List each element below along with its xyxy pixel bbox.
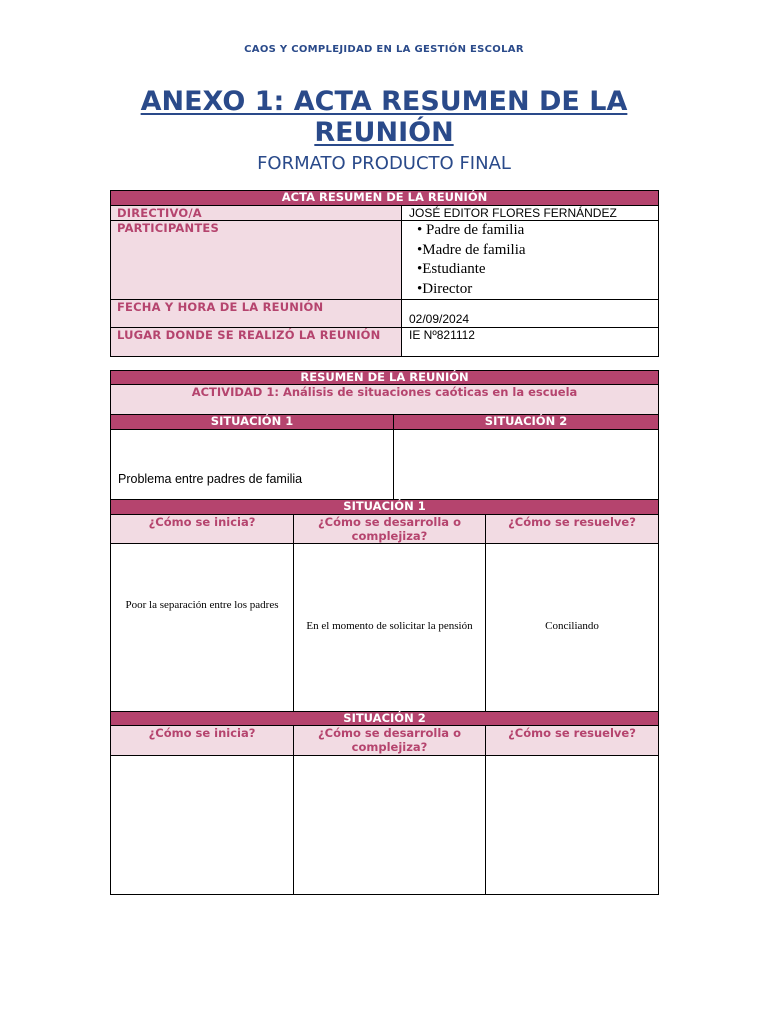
situacion1-label: SITUACIÓN 1 — [111, 415, 394, 430]
list-item: • Padre de familia — [417, 222, 525, 238]
fecha-value[interactable]: 02/09/2024 — [402, 300, 659, 328]
section1-resuelve-value[interactable]: Conciliando — [486, 544, 659, 712]
situacion2-label: SITUACIÓN 2 — [394, 415, 659, 430]
situacion1-value[interactable]: Problema entre padres de familia — [111, 430, 394, 500]
section2-heading: SITUACIÓN 2 — [111, 712, 659, 726]
section2-col-resuelve: ¿Cómo se resuelve? — [486, 726, 659, 756]
acta-table — [110, 190, 659, 357]
section1-col-resuelve: ¿Cómo se resuelve? — [486, 515, 659, 544]
actividad-title: ACTIVIDAD 1: Análisis de situaciones caóticas en la escuela — [111, 385, 659, 415]
section2-desarrolla-value[interactable] — [294, 756, 486, 895]
lugar-value[interactable]: IE Nº821112 — [402, 328, 659, 357]
participantes-list — [402, 221, 658, 299]
page-title: ANEXO 1: ACTA RESUMEN DE LA REUNIÓN — [140, 86, 628, 148]
participantes-value[interactable] — [402, 221, 659, 300]
fecha-label: FECHA Y HORA DE LA REUNIÓN — [111, 300, 402, 328]
lugar-label: LUGAR DONDE SE REALIZÓ LA REUNIÓN — [111, 328, 402, 357]
resumen-table — [110, 370, 659, 895]
directivo-label: DIRECTIVO/A — [111, 206, 402, 221]
situacion2-value[interactable] — [394, 430, 659, 500]
list-item: •Estudiante — [417, 261, 486, 277]
directivo-value[interactable]: JOSÉ EDITOR FLORES FERNÁNDEZ — [402, 206, 659, 221]
running-header: CAOS Y COMPLEJIDAD EN LA GESTIÓN ESCOLAR — [244, 44, 524, 55]
participantes-label: PARTICIPANTES — [111, 221, 402, 300]
section2-inicia-value[interactable] — [111, 756, 294, 895]
section1-col-inicia: ¿Cómo se inicia? — [111, 515, 294, 544]
section1-inicia-value[interactable]: Poor la separación entre los padres — [111, 544, 294, 712]
section2-resuelve-value[interactable] — [486, 756, 659, 895]
section1-heading: SITUACIÓN 1 — [111, 500, 659, 515]
acta-heading: ACTA RESUMEN DE LA REUNIÓN — [111, 191, 659, 206]
section1-desarrolla-value[interactable]: En el momento de solicitar la pensión — [294, 544, 486, 712]
list-item: •Madre de familia — [417, 241, 526, 258]
list-item: •Director — [417, 280, 473, 297]
page-subtitle: FORMATO PRODUCTO FINAL — [257, 153, 511, 174]
resumen-heading: RESUMEN DE LA REUNIÓN — [111, 371, 659, 385]
section2-col-desarrolla: ¿Cómo se desarrolla o complejiza? — [294, 726, 486, 756]
section1-col-desarrolla: ¿Cómo se desarrolla o complejiza? — [294, 515, 486, 544]
section2-col-inicia: ¿Cómo se inicia? — [111, 726, 294, 756]
